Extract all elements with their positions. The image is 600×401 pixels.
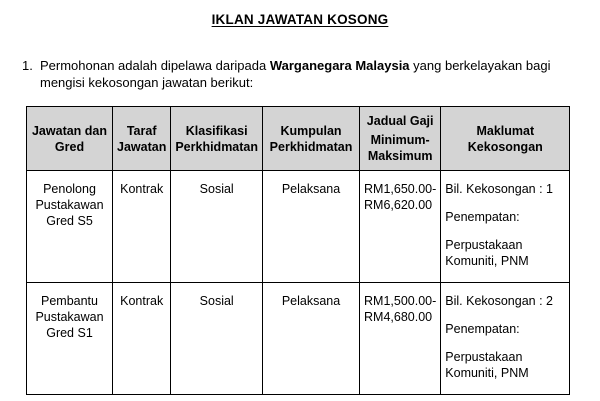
intro-text bbox=[40, 57, 582, 91]
header-gaji bbox=[360, 107, 441, 171]
header-gaji-line3: Maksimum bbox=[367, 149, 433, 163]
jawatan-line3: Gred S5 bbox=[46, 214, 93, 228]
penempatan-value bbox=[445, 237, 565, 269]
header-kumpulan-line2: Perkhidmatan bbox=[269, 139, 353, 154]
bil-kekosongan: Bil. Kekosongan : 1 bbox=[445, 182, 553, 196]
jawatan-line2: Pustakawan bbox=[35, 310, 104, 324]
cell-klasifikasi: Sosial bbox=[171, 283, 263, 395]
header-klasifikasi bbox=[171, 107, 263, 171]
vacancy-table bbox=[26, 106, 570, 395]
jawatan-line3: Gred S1 bbox=[46, 326, 93, 340]
cell-taraf: Kontrak bbox=[113, 283, 171, 395]
header-kumpulan bbox=[263, 107, 360, 171]
cell-gaji bbox=[360, 283, 441, 395]
header-jawatan bbox=[27, 107, 113, 171]
gaji-max: RM4,680.00 bbox=[364, 310, 433, 324]
table-row bbox=[27, 171, 570, 283]
cell-maklumat bbox=[441, 283, 570, 395]
header-kumpulan-line1: Kumpulan bbox=[280, 123, 342, 138]
header-gaji-line1: Jadual Gaji bbox=[366, 114, 434, 128]
header-jawatan-line1: Jawatan dan bbox=[31, 123, 108, 138]
header-jawatan-line2: Gred bbox=[54, 139, 85, 154]
intro-number: 1. bbox=[22, 58, 33, 73]
table-header-row bbox=[27, 107, 570, 171]
intro-text-bold: Warganegara Malaysia bbox=[269, 58, 410, 73]
penempatan-label: Penempatan: bbox=[445, 322, 520, 336]
gaji-min: RM1,500.00- bbox=[364, 294, 437, 308]
header-maklumat-line2: Kekosongan bbox=[467, 139, 543, 154]
intro-text-after: yang berkelayakan bagi mengisi kekosongan jawatan berikut: bbox=[40, 58, 551, 90]
intro-text-before: Permohonan adalah dipelawa daripada bbox=[40, 58, 270, 73]
cell-gaji bbox=[360, 171, 441, 283]
cell-kumpulan: Pelaksana bbox=[263, 171, 360, 283]
header-maklumat-line1: Maklumat bbox=[476, 123, 535, 138]
cell-klasifikasi: Sosial bbox=[171, 171, 263, 283]
page-title bbox=[0, 12, 600, 27]
penempatan-line1: Perpustakaan bbox=[445, 350, 523, 364]
jawatan-line1: Pembantu bbox=[41, 294, 98, 308]
header-taraf bbox=[113, 107, 171, 171]
table-row bbox=[27, 283, 570, 395]
bil-kekosongan: Bil. Kekosongan : 2 bbox=[445, 294, 553, 308]
penempatan-line1: Perpustakaan bbox=[445, 238, 523, 252]
header-taraf-line1: Taraf bbox=[126, 123, 157, 138]
gaji-min: RM1,650.00- bbox=[364, 182, 437, 196]
cell-taraf: Kontrak bbox=[113, 171, 171, 283]
gaji-max: RM6,620.00 bbox=[364, 198, 433, 212]
header-gaji-line2: Minimum- bbox=[370, 133, 430, 147]
header-taraf-line2: Jawatan bbox=[117, 139, 167, 154]
penempatan-line2: Komuniti, PNM bbox=[445, 366, 529, 380]
jawatan-line2: Pustakawan bbox=[35, 198, 104, 212]
header-maklumat bbox=[441, 107, 570, 171]
jawatan-line1: Penolong bbox=[43, 182, 96, 196]
intro-paragraph bbox=[22, 57, 582, 91]
header-klasifikasi-line1: Klasifikasi bbox=[185, 123, 248, 138]
header-klasifikasi-line2: Perkhidmatan bbox=[175, 139, 259, 154]
penempatan-line2: Komuniti, PNM bbox=[445, 254, 529, 268]
penempatan-value bbox=[445, 349, 565, 381]
page-title-text: IKLAN JAWATAN KOSONG bbox=[211, 12, 389, 27]
penempatan-label: Penempatan: bbox=[445, 210, 520, 224]
cell-kumpulan: Pelaksana bbox=[263, 283, 360, 395]
cell-jawatan bbox=[27, 171, 113, 283]
cell-maklumat bbox=[441, 171, 570, 283]
cell-jawatan bbox=[27, 283, 113, 395]
